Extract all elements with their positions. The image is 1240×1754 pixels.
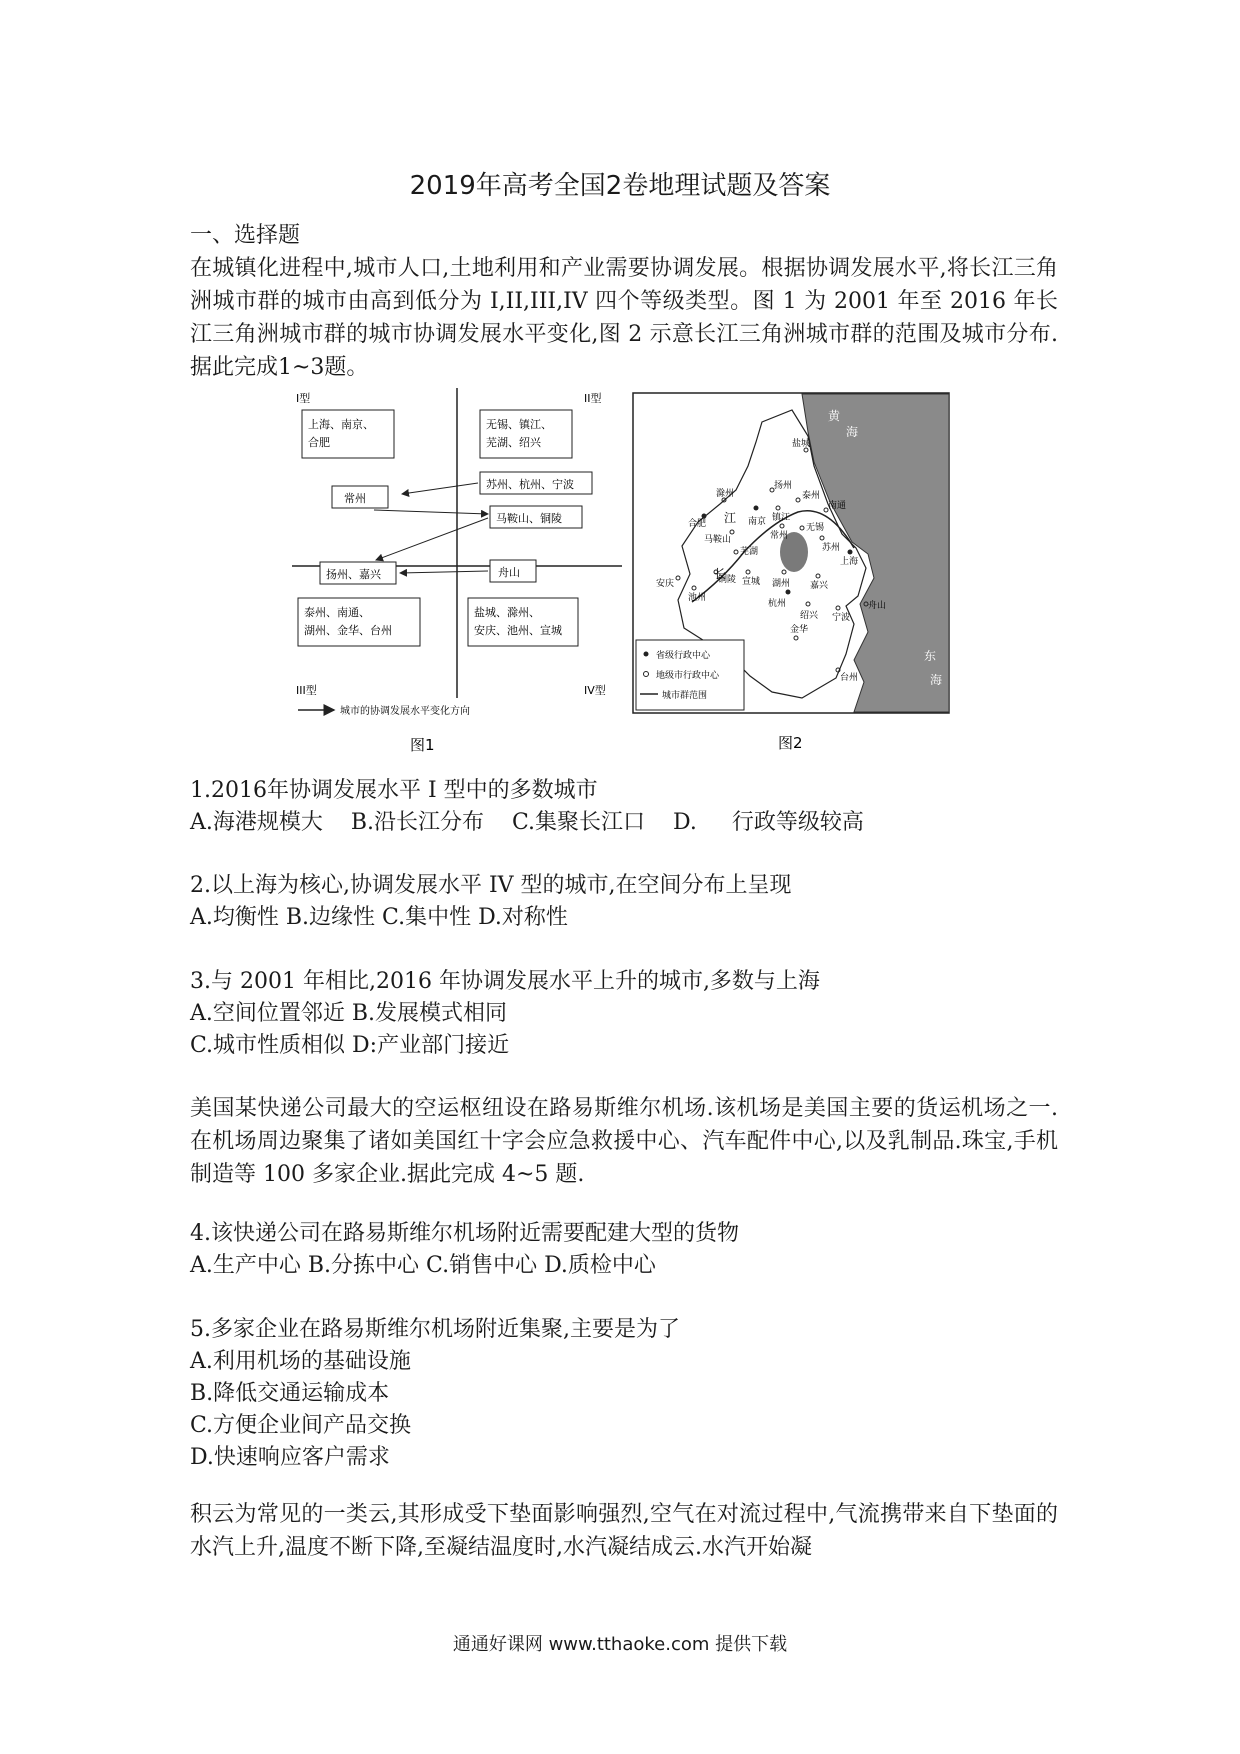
question-5-option-d: D.快速响应客户需求 [190,1445,390,1470]
question-4-stem: 4.该快递公司在路易斯维尔机场附近需要配建大型的货物 [190,1221,739,1246]
question-5-option-a: A.利用机场的基础设施 [190,1349,411,1374]
fig2-river-1: 长 [714,567,727,581]
fig2-city-taizhou-zj: 台州 [840,673,859,683]
question-4-options: A.生产中心 B.分拣中心 C.销售中心 D.质检中心 [190,1253,656,1278]
figure-2-map [632,392,950,758]
fig1-caption: 图1 [410,736,435,754]
fig2-city-zhoushan: 舟山 [868,601,887,611]
fig1-arrow-changzhou-maanshan [374,510,488,514]
question-5-option-b: B.降低交通运输成本 [190,1381,390,1406]
fig1-box-II-line1: 无锡、镇江、 [486,418,552,431]
fig1-box-zhoushan-text: 舟山 [498,566,520,579]
fig1-box-IV-line1: 盐城、滁州、 [474,606,540,619]
question-3 [190,966,820,1062]
fig2-city-anqing: 安庆 [656,579,675,589]
fig2-city-wuhu: 芜湖 [740,547,759,557]
fig1-box-III-line1: 泰州、南通、 [304,606,370,619]
fig2-city-jinhua: 金华 [790,625,809,635]
question-5-stem: 5.多家企业在路易斯维尔机场附近集聚,主要是为了 [190,1317,680,1342]
fig1-type-II: II型 [584,392,602,405]
fig1-box-yangzhou-text: 扬州、嘉兴 [326,568,381,581]
fig1-type-I: I型 [296,392,311,405]
fig1-type-III: III型 [296,684,317,697]
fig1-box-changzhou-text: 常州 [344,492,366,505]
question-5 [190,1314,680,1474]
fig1-legend-text: 城市的协调发展水平变化方向 [340,706,470,717]
fig2-city-shanghai: 上海 [840,557,859,567]
fig2-city-xuancheng: 宣城 [742,577,761,587]
fig2-city-tongling: 铜陵 [718,575,737,585]
fig2-city-chizhou: 池州 [688,593,707,603]
fig2-city-yangzhou: 扬州 [774,481,793,491]
fig2-city-taizhou-js: 泰州 [802,491,821,501]
fig2-city-ningbo: 宁波 [832,613,851,623]
fig2-city-hefei: 合肥 [688,519,707,529]
question-2-options: A.均衡性 B.边缘性 C.集中性 D.对称性 [190,905,568,930]
fig1-box-III-line2: 湖州、金华、台州 [304,624,392,637]
question-1-options: A.海港规模大 B.沿长江分布 C.集聚长江口 D. 行政等级较高 [190,810,864,835]
fig1-type-IV: IV型 [584,684,606,697]
page-footer: 通通好课网 www.tthaoke.com 提供下载 [452,1634,788,1655]
question-3-options-2: C.城市性质相似 D:产业部门接近 [190,1033,510,1058]
fig1-box-I-line1: 上海、南京、 [308,418,374,431]
intro-paragraph-1: 在城镇化进程中,城市人口,土地利用和产业需要协调发展。根据协调发展水平,将长江三角洲城市群的城市由高到低分为 I,II,III,IV 四个等级类型。图 1 为 2001 年至 2016 年长江三角洲城市群的城市协调发展水平变化,图 2 示意长江三角洲城市群的范围及城市分布.据此完成1~3题。 [190,256,1058,380]
fig2-city-jiaxing: 嘉兴 [810,581,829,591]
fig2-caption: 图2 [778,734,803,752]
question-1-stem: 1.2016年协调发展水平 I 型中的多数城市 [190,778,598,803]
intro-paragraph-3: 积云为常见的一类云,其形成受下垫面影响强烈,空气在对流过程中,气流携带来自下垫面的水汽上升,温度不断下降,至凝结温度时,水汽凝结成云.水汽开始凝 [190,1502,1058,1560]
section-heading: 一、选择题 [190,223,301,248]
fig2-city-nanjing: 南京 [748,517,767,527]
question-5-option-c: C.方便企业间产品交换 [190,1413,412,1438]
fig1-box-maanshan-text: 马鞍山、铜陵 [496,512,562,525]
fig2-legend-province: 省级行政中心 [656,651,711,661]
question-3-options-1: A.空间位置邻近 B.发展模式相同 [190,1001,508,1026]
question-2-stem: 2.以上海为核心,协调发展水平 IV 型的城市,在空间分布上呈现 [190,873,792,898]
fig2-sea-yellow-2: 海 [846,425,859,439]
fig1-box-I-line2: 合肥 [308,436,330,449]
figure-1-diagram [292,388,622,758]
intro-paragraph-2: 美国某快递公司最大的空运枢纽设在路易斯维尔机场.该机场是美国主要的货运机场之一.在机场周边聚集了诸如美国红十字会应急救援中心、汽车配件中心,以及乳制品.珠宝,手机制造等 100 多家企业.据此完成 4~5 题. [190,1096,1058,1187]
page-title: 2019年高考全国2卷地理试题及答案 [409,171,831,201]
fig2-sea-east-2: 海 [930,673,943,687]
question-1 [190,775,864,839]
fig2-city-wuxi: 无锡 [806,523,825,533]
fig2-city-zhenjiang: 镇江 [772,513,791,523]
figures [292,388,952,758]
question-3-stem: 3.与 2001 年相比,2016 年协调发展水平上升的城市,多数与上海 [190,969,820,994]
fig1-box-II-line2: 芜湖、绍兴 [486,436,541,449]
fig1-arrow-zhoushan-yangzhou [400,571,488,573]
fig2-city-huzhou: 湖州 [772,579,791,589]
fig1-box-suzhou-text: 苏州、杭州、宁波 [486,478,574,491]
question-4 [190,1218,739,1282]
fig2-city-nantong: 南通 [828,501,847,511]
question-2 [190,870,792,934]
fig2-legend-prefecture: 地级市行政中心 [656,671,720,681]
fig2-legend-boundary: 城市群范围 [662,691,708,701]
fig2-city-changzhou: 常州 [770,531,789,541]
fig2-city-yancheng: 盐城 [792,439,811,449]
fig2-sea-yellow-1: 黄 [828,409,841,423]
fig2-sea-east-1: 东 [924,649,937,663]
fig2-city-hangzhou: 杭州 [768,599,787,609]
fig2-city-suzhou: 苏州 [822,543,841,553]
fig2-river-2: 江 [724,511,737,525]
fig2-city-shaoxing: 绍兴 [800,611,819,621]
fig1-box-IV-line2: 安庆、池州、宣城 [474,624,562,637]
fig1-arrow-suzhou-changzhou [402,483,478,494]
fig2-city-maanshan: 马鞍山 [704,535,732,545]
fig1-arrow-maanshan-yangzhou [376,518,488,560]
fig2-city-chuzhou: 滁州 [716,489,735,499]
